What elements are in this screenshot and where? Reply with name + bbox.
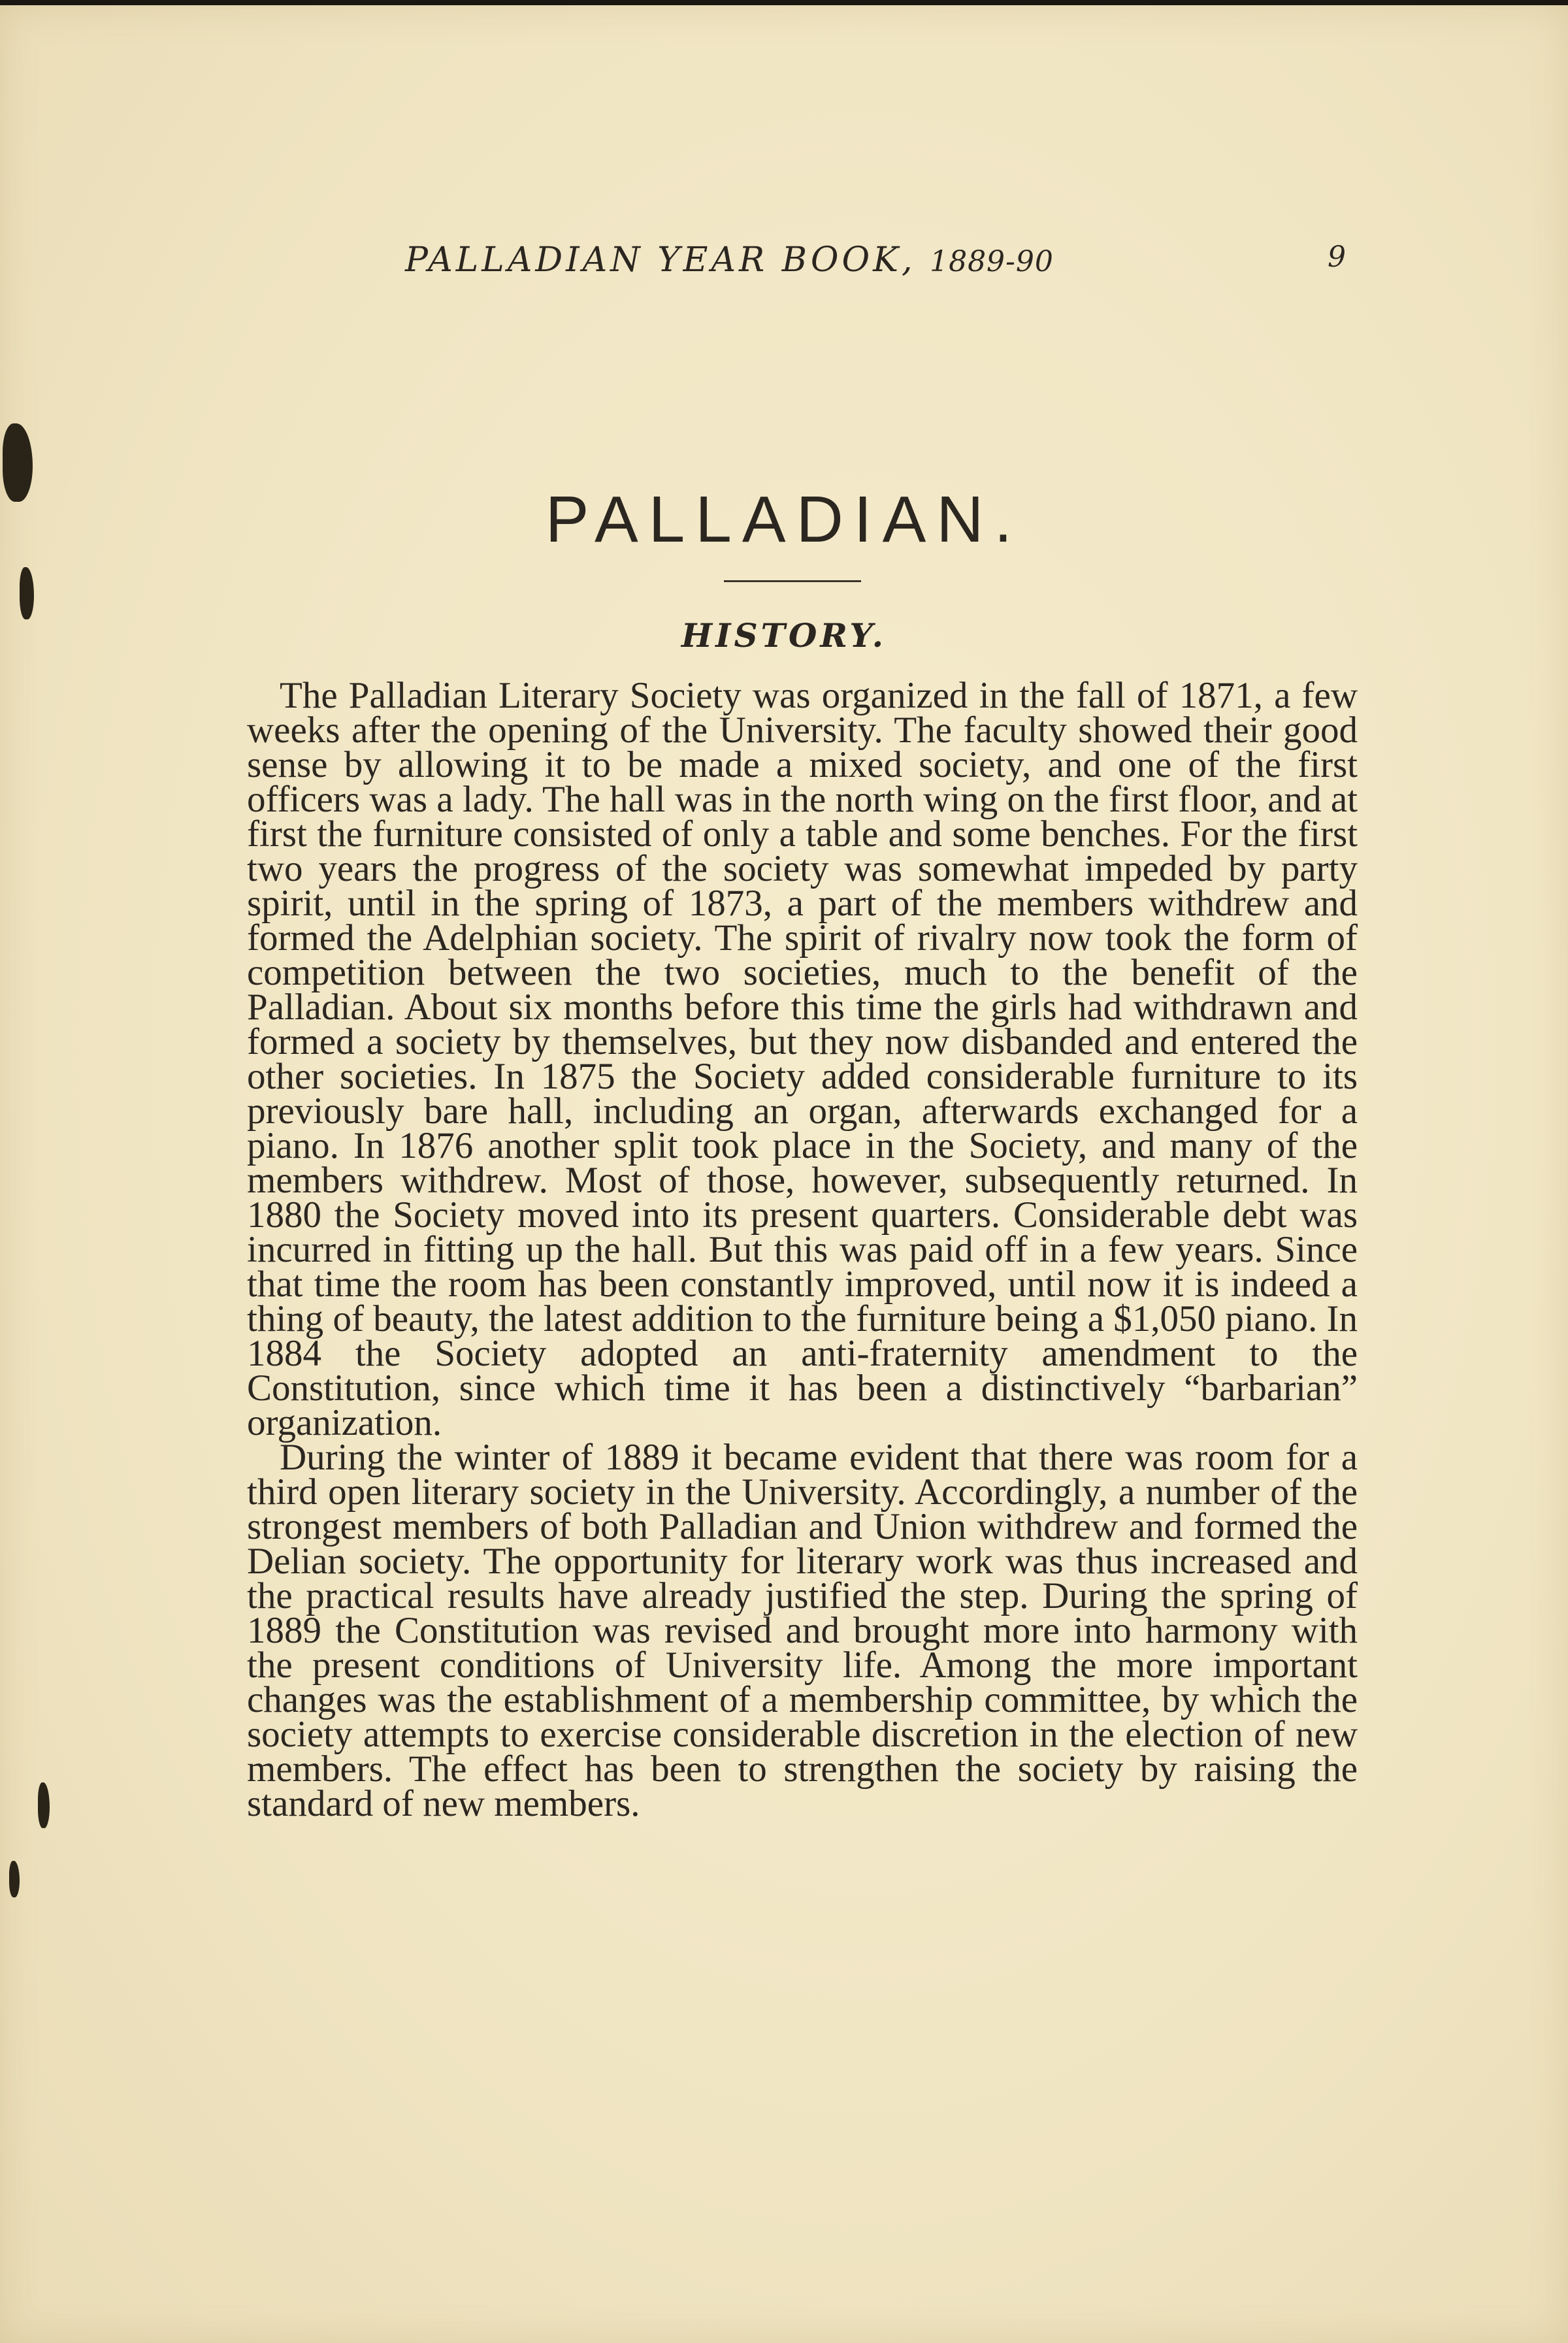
binding-mark-lower <box>38 1782 50 1828</box>
section-heading: HISTORY. <box>681 616 887 655</box>
paragraph-1: The Palladian Literary Society was organized in the fall of 1871, a few weeks after the opening of the University. The faculty showed their good sense by allowing it to be made a mixed society, and one of the first officers was a lady. The hall was in the north wing on the first floor, and at first the furniture consisted of only a table and some benches. For the first two years the progress of the society was somewhat impeded by party spirit, until in the spring of 1873, a part of the members withdrew and formed the Adelphian society. The spirit of rivalry now took the form of competition between the two societies, much to the benefit of the Palladian. About six months before this time the girls had withdrawn and formed a society by themselves, but they now disbanded and entered the other societies. In 1875 the Society added considerable furniture to its previously bare hall, including an organ, afterwards exchanged for a piano. In 1876 another split took place in the Society, and many of the members withdrew. Most of those, however, subsequently returned. In 1880 the Society moved into its present quarters. Considerable debt was incurred in fitting up the hall. But this was paid off in a few years. Since that time the room has been constantly improved, until now it is indeed a thing of beauty, the latest addition to the furniture being a $1,050 piano. In 1884 the Society adopted an anti-fraternity amendment to the Constitution, since which time it has been a distinctively “barbarian” organization. <box>247 675 1358 1443</box>
running-head-years: 1889-90 <box>930 245 1054 278</box>
book-page <box>0 5 1568 2343</box>
history-text <box>247 675 1358 1824</box>
binding-mark-bottom <box>9 1861 20 1897</box>
binding-mark-middle <box>20 567 34 619</box>
running-head-title: PALLADIAN YEAR BOOK, <box>405 240 916 280</box>
page-title: PALLADIAN. <box>545 483 1023 556</box>
title-rule <box>724 580 861 582</box>
page-number: 9 <box>1328 240 1346 274</box>
paragraph-2: During the winter of 1889 it became evident that there was room for a third open literary society in the University. Accordingly, a number of the strongest members of both Palladian and Union withdrew and formed the Delian society. The opportunity for literary work was thus increased and the practical results have already justified the step. During the spring of 1889 the Constitution was revised and brought more into harmony with the present conditions of University life. Among the more important changes was the establishment of a membership committee, by which the society attempts to exercise considerable discretion in the election of new members. The effect has been to strengthen the society by raising the standard of new members. <box>247 1437 1358 1824</box>
running-head <box>405 240 1346 280</box>
